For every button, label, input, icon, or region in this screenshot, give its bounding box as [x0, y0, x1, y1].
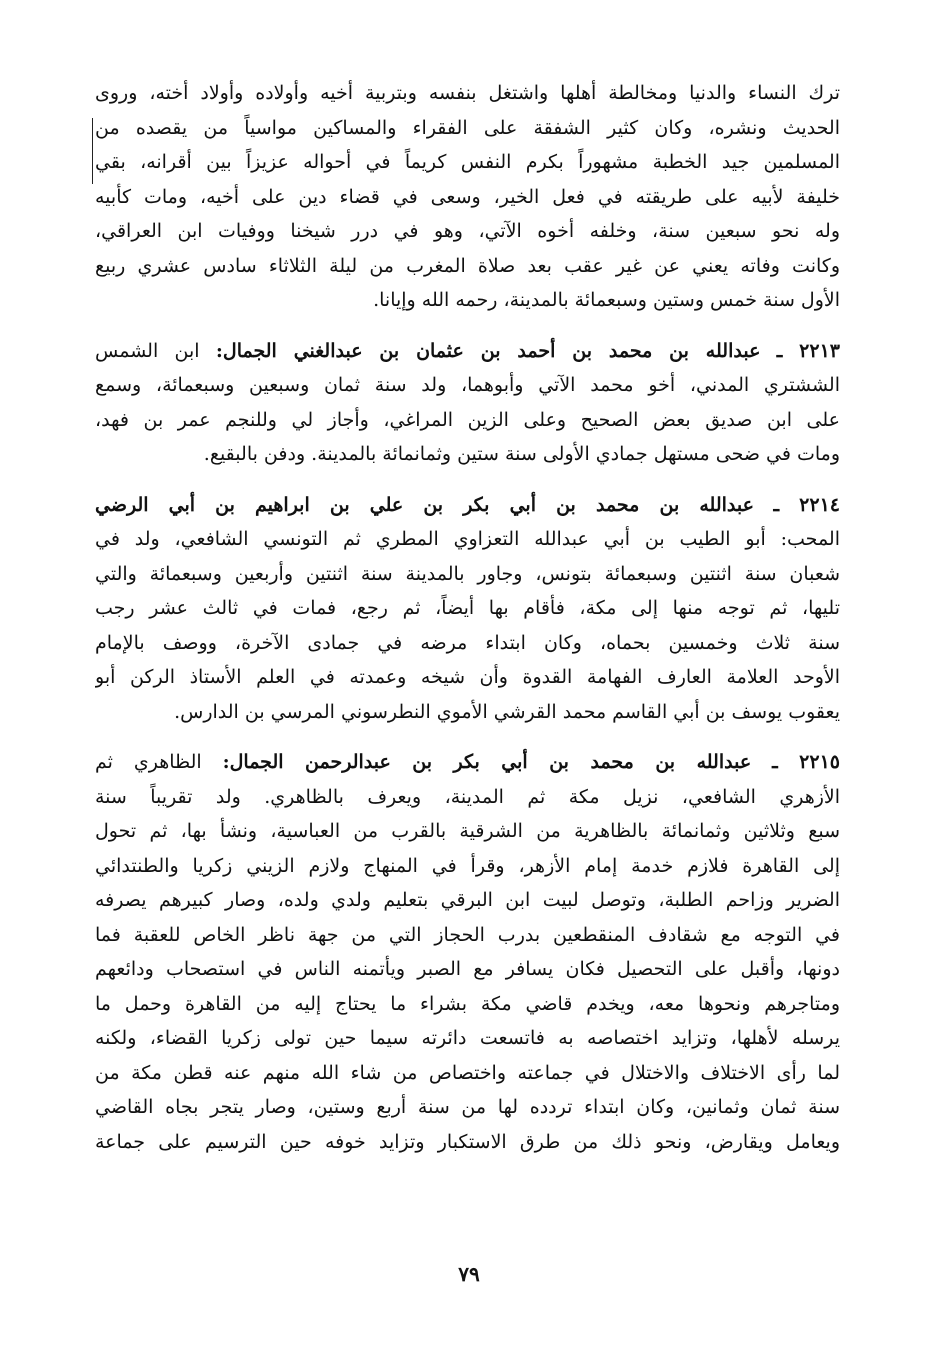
entry-heading-line: [95, 488, 840, 523]
entry-heading-line: [95, 745, 840, 780]
entry-number: ٢٢١٥ ـ: [772, 751, 840, 773]
text-line: شعبان سنة اثنتين وسبعمائة بتونس، وجاور بالمدينة سنة اثنتين وأربعين وسبعمائة والتي: [95, 562, 840, 585]
text-line: سبع وثلاثين وثمانمائة بالظاهرية من الشرقية بالقرب من العباسية، ونشأ بها، ثم تحول: [95, 820, 840, 842]
text-line: ترك النساء والدنيا ومخالطة أهلها واشتغل بنفسه وبتربية أخيه وأولاده وأولاد أخته، وروى: [95, 82, 840, 104]
entry-2214: [95, 488, 840, 730]
margin-line: [92, 118, 93, 184]
text-line: الششتري المدني، أخو محمد الآتي وأبوهما، ولد سنة ثمان وسبعين وسبعمائة، وسمع: [95, 374, 840, 396]
text-line: خليفة لأبيه على طريقته في فعل الخير، وسعى في قضاء دين على أخيه، ومات كأبيه: [95, 185, 840, 208]
text-line: المحب: أبو الطيب بن أبي عبدالله التعزاوي المطري ثم التونسي الشافعي، ولد في: [95, 528, 840, 550]
text-line: الأزهري الشافعي، نزيل مكة ثم المدينة، ويعرف بالظاهري. ولد تقريباً سنة: [95, 785, 840, 808]
paragraph-continuation: [95, 76, 840, 318]
text-line: سنة ثمان وثمانين، وكان ابتداء تردده لها من سنة أربع وستين، وصار يتجر بجاه القاضي: [95, 1096, 840, 1118]
text-line: الأول سنة خمس وستين وسبعمائة بالمدينة، رحمه الله وإيانا.: [373, 289, 840, 311]
entry-name: عبدالله بن محمد بن أبي بكر بن علي بن ابراهيم بن أبي الرضي: [95, 493, 754, 516]
entry-name: عبدالله بن محمد بن أحمد بن عثمان بن عبدالغني الجمال:: [215, 339, 761, 362]
text-line: على ابن صديق بعض الصحيح وعلى الزين المراغي، وأجاز لي وللنجم عمر بن فهد،: [95, 408, 840, 431]
text-line: المسلمين جيد الخطبة مشهوراً بكرم النفس كريماً في أحواله عزيزاً بين أقرانه، بقي: [95, 151, 840, 173]
text-line: يرسله لأهلها، وتزايد اختصاصه به فاتسعت دائرته سيما حين تولى زكريا القضاء، ولكنه: [95, 1027, 840, 1049]
text-line: سنة ثلاث وخمسين بحماه، وكان ابتداء مرضه في جمادى الآخرة، ووصف بالإمام: [95, 631, 840, 654]
entry-text: ابن الشمس: [95, 339, 200, 362]
text-line: الحديث ونشره، وكان كثير الشفقة على الفقراء والمساكين مواسياً من يقصده من: [95, 116, 840, 139]
page-body: [95, 76, 840, 1175]
text-line: إلى القاهرة فلازم خدمة إمام الأزهر، وقرأ في المنهاج ولازم الزيني زكريا والطنتدائي: [95, 854, 840, 877]
text-line: الأوحد العلامة العارف الفهامة القدوة وأن شيخه وعمدته في العلم الأستاذ الركن أبو: [95, 666, 840, 688]
text-line: في التوجه مع شقادف المنقطعين بدرب الحجاز التي من جهة ناظر الخاص للعقبة فما: [95, 923, 840, 946]
entry-number: ٢٢١٣ ـ: [776, 339, 840, 362]
text-line: الضرير وزاحم الطلبة، وتوصل لبيت ابن البرقي بتعليم ولدي ولده، وصار كبيرهم يصرفه: [95, 889, 840, 911]
text-line: لما رأى الاختلاف والاختلال في جماعته واختصاص من شاء الله منهم عنه قطن مكة من: [95, 1061, 840, 1084]
entry-2215: [95, 745, 840, 1159]
text-line: يعقوب يوسف بن أبي القاسم محمد القرشي الأموي النطرسوني المرسي بن الدارس.: [174, 700, 840, 723]
entry-heading-line: [95, 334, 840, 369]
text-line: ومتاجرهم ونحوها معه، ويخدم قاضي مكة بشراء ما يحتاج إليه من القاهرة وحمل ما: [95, 992, 840, 1015]
text-line: تليها، ثم توجه منها إلى مكة، فأقام بها أيضاً، ثم رجع، فمات في ثالث عشر رجب: [95, 597, 840, 619]
page-number: ٧٩: [458, 1262, 480, 1286]
text-line: دونها، وأقبل على التحصيل فكان يسافر مع الصبر ويأتمنه الناس في استصحاب ودائعهم: [95, 958, 840, 980]
entry-number: ٢٢١٤ ـ: [773, 493, 840, 516]
text-line: وكانت وفاته يعني عن غير عقب بعد صلاة المغرب من ليلة الثلاثاء سادس عشري ربيع: [95, 254, 840, 277]
text-line: ومات في ضحى مستهل جمادي الأولى سنة ستين وثمانمائة بالمدينة. ودفن بالبقيع.: [203, 443, 840, 465]
entry-name: عبدالله بن محمد بن أبي بكر بن عبدالرحمن الجمال:: [222, 751, 752, 773]
text-line: وله نحو سبعين سنة، وخلفه أخوه الآتي، وهو في درر شيخنا ووفيات ابن العراقي،: [95, 220, 840, 242]
entry-2213: [95, 334, 840, 472]
entry-text: الظاهري ثم: [95, 751, 202, 773]
text-line: ويعامل ويقارض، ونحو ذلك من طرق الاستكبار وتزايد خوفه حين الترسيم على جماعة: [95, 1130, 840, 1153]
